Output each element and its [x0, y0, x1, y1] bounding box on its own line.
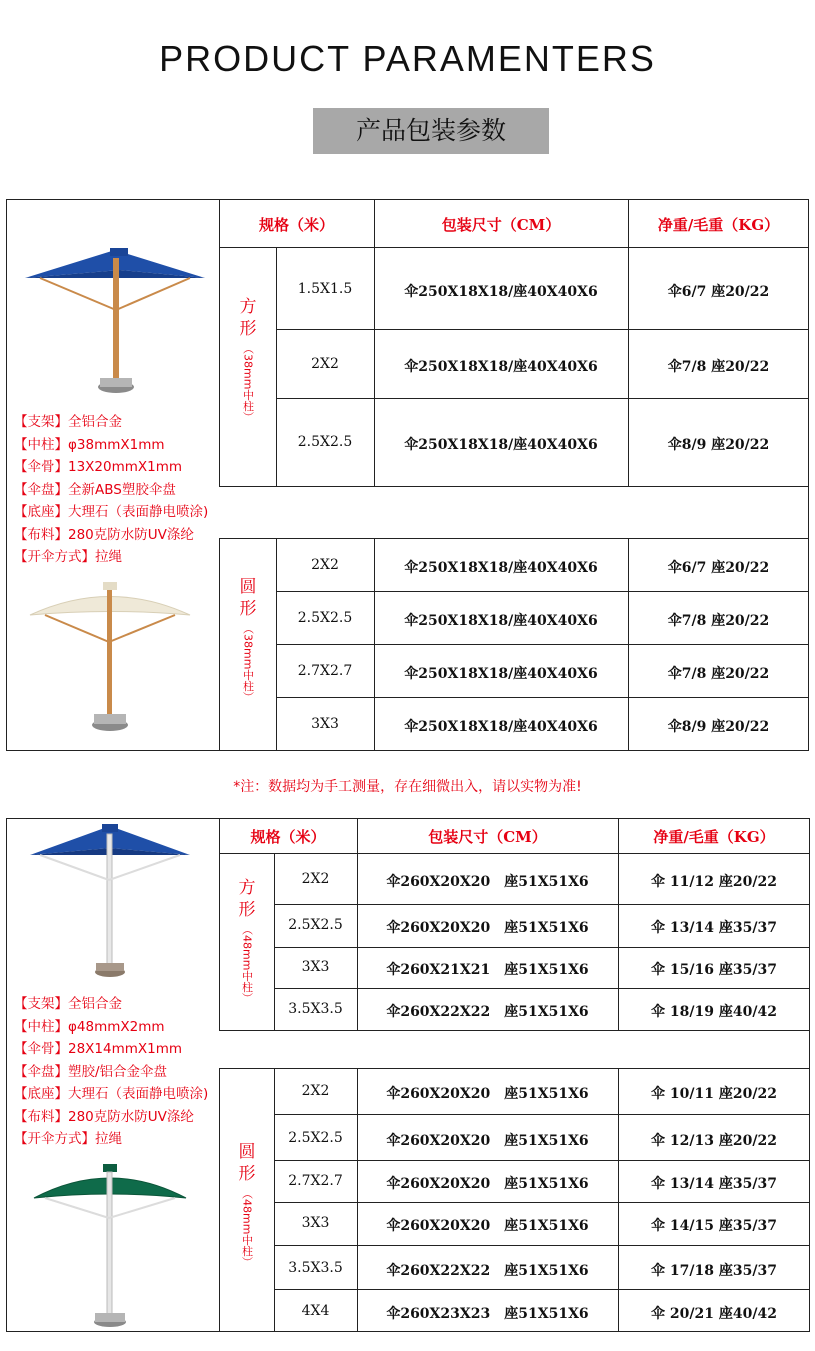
page-title: PRODUCT PARAMENTERS	[159, 38, 656, 79]
table-row-weight: 伞7/8 座20/22	[667, 359, 770, 375]
round-label: 圆 形 （48mm中柱）	[238, 1142, 256, 1268]
table-row-weight: 伞6/7 座20/22	[667, 284, 770, 300]
table-row-weight: 伞 12/13 座20/22	[651, 1133, 777, 1149]
header-spec: 规格（米）	[250, 828, 326, 846]
table-row-size: 2.5X2.5	[297, 434, 353, 450]
table-row-weight: 伞 18/19 座40/42	[651, 1004, 777, 1020]
table-row-size: 3X3	[311, 716, 339, 732]
table-row-pack: 伞250X18X18/座40X40X6	[404, 437, 598, 453]
table-row-pack: 伞250X18X18/座40X40X6	[404, 613, 598, 629]
section-subtitle: 产品包装参数	[313, 108, 549, 154]
table-row-size: 2.5X2.5	[288, 1130, 343, 1146]
table-row-size: 2.7X2.7	[288, 1173, 343, 1189]
table-row-pack: 伞250X18X18/座40X40X6	[404, 560, 598, 576]
spec-list: 【支架】全铝合金 【中柱】φ48mmX2mm 【伞骨】28X14mmX1mm 【伞盘】塑胶/铝合金伞盘 【底座】大理石（表面静电喷涂) 【布料】280克防水防UV涤纶 【开伞方式】拉绳	[14, 996, 209, 1147]
spec-list: 【支架】全铝合金 【中柱】φ38mmX1mm 【伞骨】13X20mmX1mm 【伞盘】全新ABS塑胶伞盘 【底座】大理石（表面静电喷涂) 【布料】280克防水防UV涤纶 【开伞方式】拉绳	[14, 414, 209, 565]
table-row-pack: 伞260X21X21 座51X51X6	[386, 962, 589, 978]
square-label: 方 形 （48mm中柱）	[238, 878, 256, 1004]
table-row-size: 2X2	[301, 871, 330, 887]
table-row-pack: 伞260X20X20 座51X51X6	[386, 1218, 589, 1234]
table-row-pack: 伞250X18X18/座40X40X6	[404, 719, 598, 735]
blue-umbrella-image	[20, 240, 210, 400]
blue-umbrella-image	[25, 820, 195, 980]
table-row-weight: 伞 15/16 座35/37	[651, 962, 777, 978]
table-row-size: 2.5X2.5	[288, 917, 343, 933]
table-row-weight: 伞 20/21 座40/42	[651, 1306, 777, 1322]
note: *注：数据均为手工测量，存在细微出入，请以实物为准!	[233, 779, 582, 795]
table-row-pack: 伞250X18X18/座40X40X6	[404, 666, 598, 682]
table-row-pack: 伞250X18X18/座40X40X6	[404, 284, 598, 300]
table-row-pack: 伞260X20X20 座51X51X6	[386, 920, 589, 936]
table-row-weight: 伞 13/14 座35/37	[651, 1176, 777, 1192]
round-label: 圆 形 （38mm中柱）	[239, 577, 257, 703]
table-row-size: 2.7X2.7	[297, 663, 353, 679]
table-row-pack: 伞260X20X20 座51X51X6	[386, 1133, 589, 1149]
table-row-pack: 伞260X20X20 座51X51X6	[386, 1176, 589, 1192]
table-row-pack: 伞250X18X18/座40X40X6	[404, 359, 598, 375]
green-umbrella-image	[30, 1162, 190, 1332]
table-row-weight: 伞8/9 座20/22	[667, 719, 770, 735]
table-row-size: 2X2	[311, 356, 339, 372]
header-weight: 净重/毛重（KG）	[657, 216, 780, 234]
table-row-pack: 伞260X20X20 座51X51X6	[386, 1086, 589, 1102]
table-row-size: 2.5X2.5	[297, 610, 353, 626]
table-row-weight: 伞8/9 座20/22	[667, 437, 770, 453]
table-row-weight: 伞 13/14 座35/37	[651, 920, 777, 936]
table-row-weight: 伞 17/18 座35/37	[651, 1263, 777, 1279]
table-row-weight: 伞7/8 座20/22	[667, 666, 770, 682]
table-row-pack: 伞260X20X20 座51X51X6	[386, 874, 589, 890]
table-row-weight: 伞 14/15 座35/37	[651, 1218, 777, 1234]
table-row-pack: 伞260X22X22 座51X51X6	[386, 1263, 589, 1279]
header-spec: 规格（米）	[258, 216, 334, 234]
square-label: 方 形 （38mm中柱）	[239, 297, 257, 423]
header-package: 包装尺寸（CM）	[441, 216, 561, 234]
table-row-weight: 伞 11/12 座20/22	[651, 874, 777, 890]
table-row-pack: 伞260X23X23 座51X51X6	[386, 1306, 589, 1322]
table-row-weight: 伞6/7 座20/22	[667, 560, 770, 576]
cream-umbrella-image	[25, 580, 195, 740]
table-row-size: 3.5X3.5	[288, 1001, 343, 1017]
table-row-size: 3X3	[301, 1215, 330, 1231]
table-row-size: 2X2	[311, 557, 339, 573]
table-row-size: 4X4	[301, 1303, 330, 1319]
table-row-size: 2X2	[301, 1083, 330, 1099]
header-weight: 净重/毛重（KG）	[653, 828, 775, 846]
table-row-size: 1.5X1.5	[297, 281, 353, 297]
table-row-weight: 伞 10/11 座20/22	[651, 1086, 777, 1102]
table-row-size: 3X3	[301, 959, 330, 975]
header-package: 包装尺寸（CM）	[428, 828, 547, 846]
table-row-size: 3.5X3.5	[288, 1260, 343, 1276]
table-row-weight: 伞7/8 座20/22	[667, 613, 770, 629]
table-row-pack: 伞260X22X22 座51X51X6	[386, 1004, 589, 1020]
